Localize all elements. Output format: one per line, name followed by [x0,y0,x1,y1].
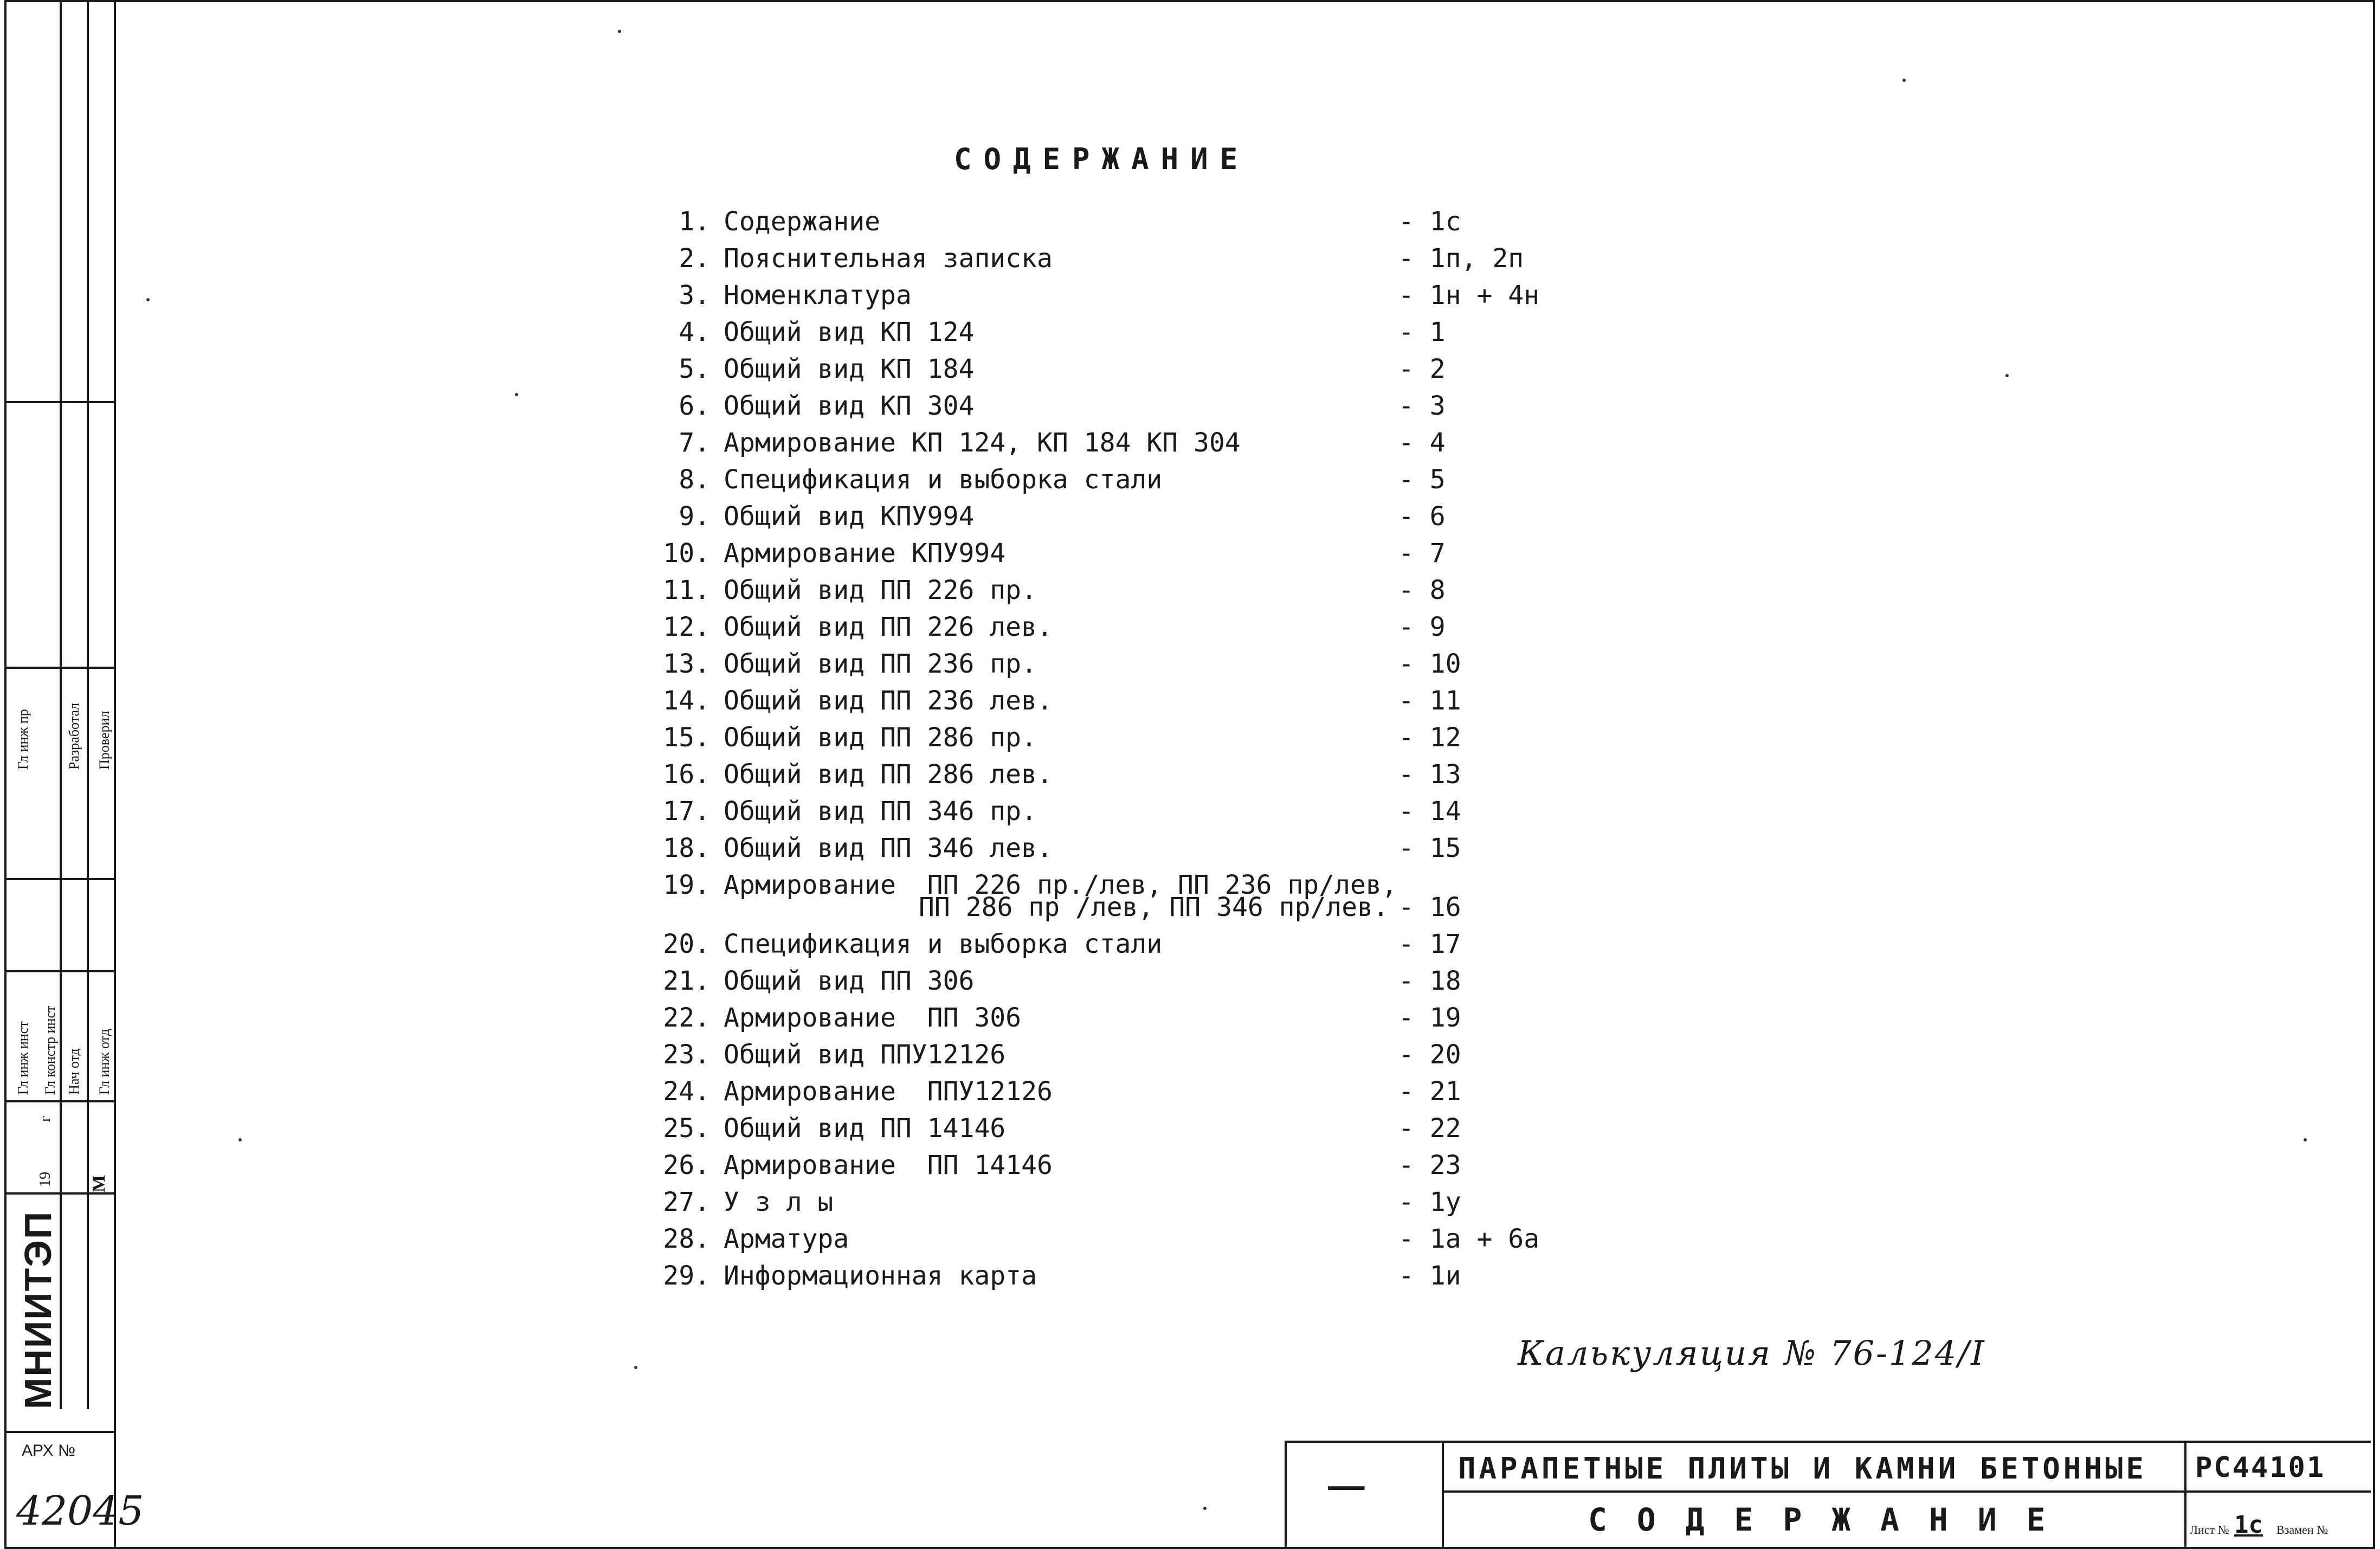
toc-number: 16. [663,759,710,790]
toc-page: - 10 [1398,649,1461,679]
toc-title: Общий вид КПУ994 [724,501,975,532]
toc-page: - 17 [1398,928,1461,959]
toc-row [650,1257,1734,1294]
toc-page: - 20 [1398,1039,1461,1070]
toc-title: Общий вид ПП 286 лев. [724,759,1053,790]
toc-title: Общий вид ПП 236 пр. [724,649,1037,679]
sheet-number: 1с [2234,1511,2263,1539]
side-stamp-col-2 [87,0,89,1409]
stamp-gl-ing-otd: Гл инж отд [96,1029,112,1095]
toc-row [650,203,1734,240]
toc-number: 26. [663,1150,710,1180]
side-stamp-row-1 [4,401,114,403]
toc-row [650,461,1734,498]
toc-page: - 4 [1398,428,1446,458]
toc-page: - 1 [1398,317,1446,347]
title-block-left-border [1285,1441,1287,1549]
stamp-org-name: МНИИТЭП [17,1210,59,1409]
toc-title: Спецификация и выборка стали [724,928,1163,959]
toc-number: 11. [663,575,710,605]
toc-number: 25. [663,1113,710,1144]
toc-row [650,999,1734,1036]
toc-row [650,867,1734,922]
toc-number: 22. [663,1002,710,1033]
toc-number: 4. [679,317,710,347]
toc-page: - 8 [1398,575,1446,605]
scan-speck [2005,374,2009,377]
stamp-developed: Разработал [66,702,82,770]
toc-page: - 1и [1398,1260,1461,1291]
toc-title: Общий вид ППУ12126 [724,1039,1006,1070]
toc-page: - 11 [1398,686,1461,716]
toc-page: - 6 [1398,501,1446,532]
toc-title: Общий вид ПП 346 лев. [724,833,1053,863]
toc-number: 10. [663,538,710,569]
toc-number: 8. [679,464,710,495]
toc-row [650,926,1734,963]
scan-speck [2304,1138,2307,1141]
stamp-gl-ing-pr: Гл инж пр [15,709,31,770]
side-stamp-row-6 [4,1192,114,1195]
toc-page: - 1у [1398,1186,1461,1217]
title-block-divider-1 [1442,1441,1444,1549]
toc-row [650,646,1734,682]
toc-number: 14. [663,686,710,716]
title-block-dash: —— [1328,1469,1365,1504]
document-code: РС44101 [2195,1451,2326,1484]
toc-title: Армирование ПП 226 пр./лев, ПП 236 пр/лев, [724,870,1397,900]
stamp-checked: Проверил [96,711,112,770]
toc-title: Общий вид ПП 306 [724,965,975,996]
toc-row [650,830,1734,867]
toc-title: Армирование ПП 306 [724,1002,1022,1033]
toc-title: Общий вид ПП 226 пр. [724,575,1037,605]
toc-number: 20. [663,928,710,959]
toc-page: - 19 [1398,1002,1461,1033]
toc-page: - 21 [1398,1076,1461,1107]
toc-row [650,1036,1734,1073]
toc-title: Содержание [724,206,880,237]
toc-row [650,756,1734,793]
scan-speck [634,1366,637,1369]
toc-page: - 16 [1398,892,1461,922]
stamp-year-suffix: г [37,1115,54,1122]
toc-row [650,682,1734,719]
scan-speck [1902,79,1906,82]
toc-title: Арматура [724,1223,849,1254]
scan-speck [515,393,518,396]
toc-number: 12. [663,612,710,642]
toc-row [650,314,1734,351]
toc-page: - 14 [1398,796,1461,827]
toc-page: - 1н + 4н [1398,280,1540,311]
toc-number: 23. [663,1039,710,1070]
title-block-mid-border [1442,1490,2371,1493]
toc-page: - 9 [1398,612,1446,642]
toc-page: - 7 [1398,538,1446,569]
title-block-divider-2 [2184,1441,2186,1549]
toc-row [650,424,1734,461]
stamp-m-label: М [89,1174,109,1192]
toc-row [650,793,1734,830]
toc-row [650,1110,1734,1147]
toc-row [650,535,1734,572]
toc-page: - 5 [1398,464,1446,495]
toc-number: 28. [663,1223,710,1254]
sheet-name: С О Д Е Р Ж А Н И Е [1588,1501,2051,1538]
toc-title: Общий вид КП 124 [724,317,975,347]
toc-title: Общий вид ПП 286 пр. [724,722,1037,753]
title-block-top-border [1285,1441,2371,1443]
toc-row [650,963,1734,999]
toc-title: Общий вид ПП 346 пр. [724,796,1037,827]
replace-label: Взамен № [2276,1523,2329,1537]
toc-number: 19. [663,870,710,900]
toc-number: 29. [663,1260,710,1291]
toc-row [650,1184,1734,1221]
toc-page: - 18 [1398,965,1461,996]
toc-page: - 15 [1398,833,1461,863]
page-title: СОДЕРЖАНИЕ [954,142,1250,176]
toc-number: 2. [679,243,710,274]
toc-title: Армирование КПУ994 [724,538,1006,569]
toc-number: 7. [679,428,710,458]
toc-title-continuation: ПП 286 пр /лев, ПП 346 пр/лев. [919,892,1389,922]
toc-number: 6. [679,391,710,421]
toc-page: - 3 [1398,391,1446,421]
toc-title: Общий вид КП 304 [724,391,975,421]
toc-title: Номенклатура [724,280,912,311]
toc-title: Армирование ППУ12126 [724,1076,1053,1107]
toc-row [650,240,1734,277]
stamp-nach-otd: Нач отд [66,1048,82,1095]
toc-page: - 12 [1398,722,1461,753]
toc-row [650,572,1734,609]
toc-page: - 1п, 2п [1398,243,1524,274]
toc-page: - 1а + 6а [1398,1223,1540,1254]
toc-title: Спецификация и выборка стали [724,464,1163,495]
toc-number: 13. [663,649,710,679]
calculation-note: Калькуляция № 76-124/I [1518,1333,1986,1373]
toc-number: 24. [663,1076,710,1107]
side-stamp-row-2 [4,667,114,669]
toc-title: Общий вид ПП 14146 [724,1113,1006,1144]
toc-title: Общий вид ПП 226 лев. [724,612,1053,642]
toc-title: Армирование ПП 14146 [724,1150,1053,1180]
toc-row [650,1221,1734,1257]
side-stamp-row-3 [4,878,114,880]
side-stamp-col-1 [60,0,62,1409]
side-stamp-row-7 [4,1431,114,1433]
scan-speck [238,1138,242,1141]
sheet-number-label: Лист № [2190,1523,2229,1537]
toc-title: У з л ы [724,1186,834,1217]
toc-number: 18. [663,833,710,863]
stamp-arch-number: 42045 [16,1488,144,1534]
toc-row [650,1147,1734,1184]
toc-number: 1. [679,206,710,237]
stamp-gl-ing-inst: Гл инж инст [15,1021,31,1095]
toc-page: - 2 [1398,354,1446,384]
toc-row [650,351,1734,388]
side-stamp-row-5 [4,1100,114,1102]
toc-row [650,498,1734,535]
toc-title: Армирование КП 124, КП 184 КП 304 [724,428,1241,458]
stamp-gl-konstr-inst: Гл констр инст [42,1005,58,1095]
toc-number: 21. [663,965,710,996]
toc-title: Пояснительная записка [724,243,1053,274]
series-title: ПАРАПЕТНЫЕ ПЛИТЫ И КАМНИ БЕТОННЫЕ [1458,1451,2147,1486]
toc-title: Информационная карта [724,1260,1037,1291]
toc-page: - 22 [1398,1113,1461,1144]
scan-speck [146,298,150,301]
inner-margin-line [114,0,116,1549]
toc-row [650,277,1734,314]
toc-page: - 23 [1398,1150,1461,1180]
toc-number: 15. [663,722,710,753]
stamp-arch-label: АРХ № [22,1442,76,1460]
toc-number: 27. [663,1186,710,1217]
toc-row [650,1073,1734,1110]
toc-row [650,609,1734,646]
scan-speck [1203,1507,1207,1510]
toc-number: 3. [679,280,710,311]
toc-page: - 13 [1398,759,1461,790]
toc-page: - 1с [1398,206,1461,237]
scan-speck [618,30,621,33]
stamp-year-prefix: 19 [37,1172,54,1187]
toc-title: Общий вид ПП 236 лев. [724,686,1053,716]
side-stamp-row-4 [4,970,114,972]
toc-title: Общий вид КП 184 [724,354,975,384]
toc-row [650,388,1734,424]
toc-number: 5. [679,354,710,384]
toc-number: 17. [663,796,710,827]
toc-number: 9. [679,501,710,532]
toc-row [650,719,1734,756]
